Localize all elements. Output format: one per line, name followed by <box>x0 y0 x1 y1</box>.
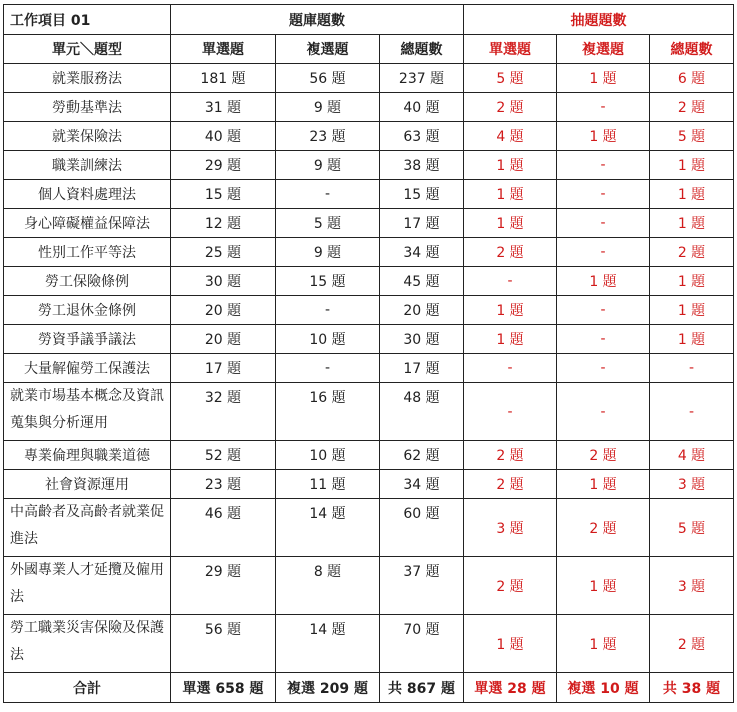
draw-total-cell: 5 題 <box>650 499 734 557</box>
bank-single-cell: 181 題 <box>171 64 276 93</box>
bank-single-cell: 29 題 <box>171 557 276 615</box>
draw-multi-cell: 1 題 <box>557 122 650 151</box>
draw-total-cell: 1 題 <box>650 209 734 238</box>
bank-multi-cell: 9 題 <box>276 93 380 122</box>
bank-single-cell: 15 題 <box>171 180 276 209</box>
bank-single-cell: 20 題 <box>171 296 276 325</box>
bank-multi-cell: 8 題 <box>276 557 380 615</box>
draw-single-cell: 1 題 <box>464 296 557 325</box>
bank-multi-cell: - <box>276 180 380 209</box>
bank-single-cell: 20 題 <box>171 325 276 354</box>
bank-single-cell: 40 題 <box>171 122 276 151</box>
table-row <box>4 93 734 122</box>
bank-multi-cell: 11 題 <box>276 470 380 499</box>
total-draw-total: 共 38 題 <box>650 673 734 703</box>
bank-single-cell: 46 題 <box>171 499 276 557</box>
bank-total-cell: 17 題 <box>380 209 464 238</box>
draw-multi-cell: - <box>557 151 650 180</box>
bank-total-cell: 34 題 <box>380 238 464 267</box>
bank-total-cell: 62 題 <box>380 441 464 470</box>
draw-total-cell: 1 題 <box>650 267 734 296</box>
draw-total-cell: 5 題 <box>650 122 734 151</box>
bank-total-cell: 60 題 <box>380 499 464 557</box>
total-bank-total: 共 867 題 <box>380 673 464 703</box>
draw-total-cell: 1 題 <box>650 151 734 180</box>
unit-cell: 社會資源運用 <box>4 470 171 499</box>
draw-multi-cell: - <box>557 180 650 209</box>
draw-total-cell: 4 題 <box>650 441 734 470</box>
bank-total-cell: 70 題 <box>380 615 464 673</box>
draw-single-header: 單選題 <box>464 35 557 64</box>
bank-multi-cell: 5 題 <box>276 209 380 238</box>
draw-single-cell: - <box>464 383 557 441</box>
bank-single-cell: 29 題 <box>171 151 276 180</box>
bank-total-cell: 34 題 <box>380 470 464 499</box>
bank-multi-cell: 15 題 <box>276 267 380 296</box>
draw-single-cell: 1 題 <box>464 151 557 180</box>
draw-single-cell: 1 題 <box>464 209 557 238</box>
bank-total-cell: 17 題 <box>380 354 464 383</box>
bank-multi-cell: 9 題 <box>276 238 380 267</box>
draw-total-cell: 2 題 <box>650 238 734 267</box>
table-row <box>4 325 734 354</box>
unit-cell: 專業倫理與職業道德 <box>4 441 171 470</box>
bank-multi-cell: 14 題 <box>276 499 380 557</box>
table-row <box>4 615 734 673</box>
unit-cell: 就業保險法 <box>4 122 171 151</box>
unit-cell: 就業市場基本概念及資訊蒐集與分析運用 <box>4 383 171 441</box>
bank-single-cell: 30 題 <box>171 267 276 296</box>
unit-cell: 就業服務法 <box>4 64 171 93</box>
bank-total-cell: 63 題 <box>380 122 464 151</box>
bank-total-cell: 45 題 <box>380 267 464 296</box>
draw-single-cell: - <box>464 354 557 383</box>
draw-single-cell: 1 題 <box>464 325 557 354</box>
bank-total-cell: 237 題 <box>380 64 464 93</box>
unit-cell: 勞工職業災害保險及保護法 <box>4 615 171 673</box>
bank-multi-cell: - <box>276 354 380 383</box>
unit-header: 單元＼題型 <box>4 35 171 64</box>
unit-cell: 個人資料處理法 <box>4 180 171 209</box>
draw-single-cell: 2 題 <box>464 93 557 122</box>
bank-total-cell: 15 題 <box>380 180 464 209</box>
draw-multi-cell: 2 題 <box>557 441 650 470</box>
draw-single-cell: - <box>464 267 557 296</box>
bank-total-cell: 48 題 <box>380 383 464 441</box>
draw-total-cell: - <box>650 383 734 441</box>
table-row <box>4 296 734 325</box>
draw-multi-cell: - <box>557 383 650 441</box>
draw-single-cell: 2 題 <box>464 470 557 499</box>
header-row <box>4 5 734 35</box>
unit-cell: 性別工作平等法 <box>4 238 171 267</box>
draw-total-cell: 1 題 <box>650 325 734 354</box>
table-row <box>4 383 734 441</box>
draw-single-cell: 1 題 <box>464 615 557 673</box>
bank-single-header: 單選題 <box>171 35 276 64</box>
total-row <box>4 673 734 703</box>
unit-cell: 勞資爭議爭議法 <box>4 325 171 354</box>
table-row <box>4 151 734 180</box>
bank-multi-cell: 14 題 <box>276 615 380 673</box>
table-row <box>4 354 734 383</box>
table-row <box>4 238 734 267</box>
table-row <box>4 267 734 296</box>
bank-multi-cell: 16 題 <box>276 383 380 441</box>
draw-multi-cell: - <box>557 296 650 325</box>
draw-multi-cell: - <box>557 209 650 238</box>
draw-multi-cell: - <box>557 238 650 267</box>
exam-question-table <box>3 4 734 703</box>
bank-single-cell: 52 題 <box>171 441 276 470</box>
draw-multi-cell: 2 題 <box>557 499 650 557</box>
bank-single-cell: 56 題 <box>171 615 276 673</box>
table-row <box>4 557 734 615</box>
unit-cell: 勞工保險條例 <box>4 267 171 296</box>
bank-single-cell: 17 題 <box>171 354 276 383</box>
draw-multi-cell: - <box>557 354 650 383</box>
total-bank-multi: 複選 209 題 <box>276 673 380 703</box>
draw-total-cell: 1 題 <box>650 180 734 209</box>
total-bank-single: 單選 658 題 <box>171 673 276 703</box>
total-draw-multi: 複選 10 題 <box>557 673 650 703</box>
draw-multi-cell: 1 題 <box>557 557 650 615</box>
unit-cell: 職業訓練法 <box>4 151 171 180</box>
table-row <box>4 499 734 557</box>
bank-total-cell: 37 題 <box>380 557 464 615</box>
unit-cell: 勞動基準法 <box>4 93 171 122</box>
bank-multi-cell: 10 題 <box>276 325 380 354</box>
draw-multi-cell: 1 題 <box>557 615 650 673</box>
total-label: 合計 <box>4 673 171 703</box>
draw-group-header: 抽題題數 <box>464 5 734 35</box>
unit-cell: 中高齡者及高齡者就業促進法 <box>4 499 171 557</box>
bank-multi-header: 複選題 <box>276 35 380 64</box>
bank-total-header: 總題數 <box>380 35 464 64</box>
table-title: 工作項目 01 <box>4 5 171 35</box>
draw-multi-header: 複選題 <box>557 35 650 64</box>
table-row <box>4 122 734 151</box>
table-row <box>4 64 734 93</box>
bank-total-cell: 38 題 <box>380 151 464 180</box>
table-row <box>4 441 734 470</box>
bank-single-cell: 23 題 <box>171 470 276 499</box>
bank-multi-cell: 9 題 <box>276 151 380 180</box>
unit-cell: 勞工退休金條例 <box>4 296 171 325</box>
bank-single-cell: 31 題 <box>171 93 276 122</box>
bank-multi-cell: 56 題 <box>276 64 380 93</box>
draw-multi-cell: 1 題 <box>557 267 650 296</box>
total-draw-single: 單選 28 題 <box>464 673 557 703</box>
table-row <box>4 209 734 238</box>
draw-multi-cell: - <box>557 325 650 354</box>
bank-single-cell: 32 題 <box>171 383 276 441</box>
draw-single-cell: 2 題 <box>464 441 557 470</box>
draw-single-cell: 1 題 <box>464 180 557 209</box>
bank-total-cell: 20 題 <box>380 296 464 325</box>
bank-multi-cell: 23 題 <box>276 122 380 151</box>
draw-multi-cell: 1 題 <box>557 470 650 499</box>
draw-single-cell: 4 題 <box>464 122 557 151</box>
bank-group-header: 題庫題數 <box>171 5 464 35</box>
draw-single-cell: 2 題 <box>464 238 557 267</box>
draw-total-header: 總題數 <box>650 35 734 64</box>
bank-total-cell: 40 題 <box>380 93 464 122</box>
unit-cell: 外國專業人才延攬及僱用法 <box>4 557 171 615</box>
draw-single-cell: 2 題 <box>464 557 557 615</box>
bank-multi-cell: 10 題 <box>276 441 380 470</box>
draw-total-cell: 1 題 <box>650 296 734 325</box>
draw-total-cell: 6 題 <box>650 64 734 93</box>
draw-multi-cell: 1 題 <box>557 64 650 93</box>
draw-total-cell: 3 題 <box>650 470 734 499</box>
unit-cell: 大量解僱勞工保護法 <box>4 354 171 383</box>
draw-multi-cell: - <box>557 93 650 122</box>
table-row <box>4 180 734 209</box>
table-row <box>4 470 734 499</box>
draw-total-cell: 2 題 <box>650 615 734 673</box>
draw-total-cell: 2 題 <box>650 93 734 122</box>
subheader-row <box>4 35 734 64</box>
draw-total-cell: 3 題 <box>650 557 734 615</box>
bank-single-cell: 12 題 <box>171 209 276 238</box>
bank-multi-cell: - <box>276 296 380 325</box>
bank-single-cell: 25 題 <box>171 238 276 267</box>
unit-cell: 身心障礙權益保障法 <box>4 209 171 238</box>
draw-single-cell: 3 題 <box>464 499 557 557</box>
draw-single-cell: 5 題 <box>464 64 557 93</box>
draw-total-cell: - <box>650 354 734 383</box>
bank-total-cell: 30 題 <box>380 325 464 354</box>
